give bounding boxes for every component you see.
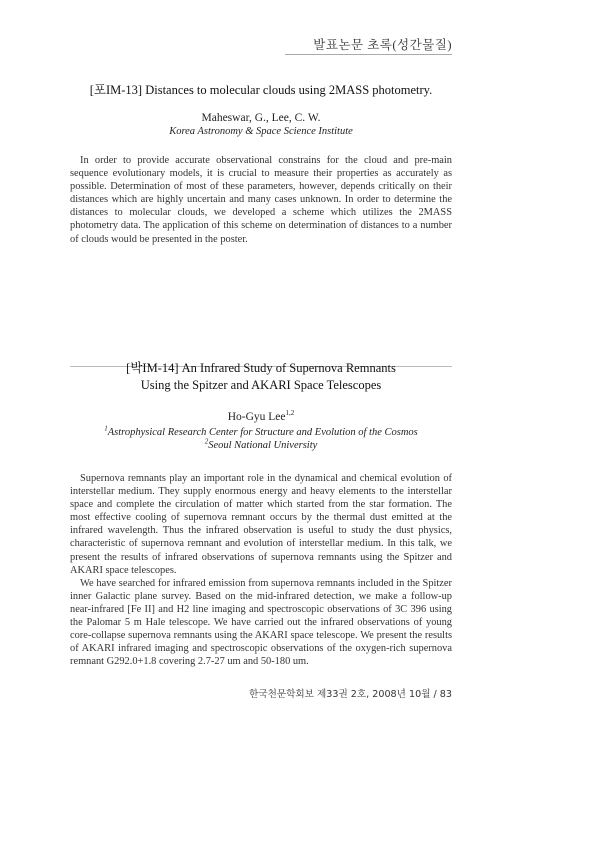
affiliation-2-superscript: 2 [204,437,209,446]
abstract-title [70,360,452,394]
header-rule [285,54,452,55]
abstract-paragraph-1: Supernova remnants play an important role in the dynamical and chemical evolution of interstellar medium. They supply enormous energy and heavy elements to the interstellar space and complete the circulation of matter which started from the star formation. The most effective cooling of supernova remnant occurs by the thermal dust emitted at the infrared wavelength. Thus the infrared observation is useful to study the dust physics, characteristic of supernova remnant and evolution of interstellar medium. In this talk, we present the results of infrared observations of supernova remnants using the Spitzer and AKARI space telescopes. [70,473,452,576]
abstract-im13 [70,82,452,246]
abstract-paragraph-2: We have searched for infrared emission from supernova remnants included in the Spitzer inner Galactic plane survey. Based on the mid-infrared detection, we make a follow-up near-infrared [Fe II] and H2 line imaging and spectroscopic observations of 3C 396 using the Palomar 5 m Hale telescope. We have carried out the infrared observations of young core-collapse supernova remnants using the AKARI space telescope. We present the results of AKARI infrared imaging and spectroscopic observations of the oxygen-rich supernova remnant G292.0+1.8 covering 2.7-27 um and 50-180 um. [70,577,452,668]
abstract-title-line-2: Using the Spitzer and AKARI Space Telescopes [140,378,382,392]
abstract-im14 [70,360,452,668]
affiliation-2-text: Seoul National University [208,440,318,451]
abstract-authors [70,410,452,424]
abstract-title-line-1: [박IM-14] An Infrared Study of Supernova Remnants [126,361,396,375]
author-name: Ho-Gyu Lee [227,411,286,423]
abstract-title: [포IM-13] Distances to molecular clouds using 2MASS photometry. [89,83,433,97]
affiliation-2 [70,439,452,452]
author-superscript: 1,2 [285,409,295,418]
page-footer-citation: 한국천문학회보 제33권 2호, 2008년 10월 / 83 [249,689,452,700]
affiliation-1-superscript: 1 [104,424,108,433]
affiliation-1 [70,426,452,439]
abstract-body [70,154,452,246]
abstract-affiliation: Korea Astronomy & Space Science Institute [169,126,353,137]
abstract-authors: Maheswar, G., Lee, C. W. [201,112,321,124]
affiliation-1-text: Astrophysical Research Center for Structure and Evolution of the Cosmos [107,427,418,438]
abstract-body [70,472,452,668]
running-title: 발표논문 초록(성간물질) [313,38,452,52]
abstract-paragraph: In order to provide accurate observational constrains for the cloud and pre-main sequence evolutionary models, it is crucial to measure their properties as accurately as possible. Determination of most of these parameters, however, depends critically on their distances which are highly uncertain and many cases unknown. In order to determine the distances to molecular clouds, we developed a scheme which utilizes the 2MASS photometry data. The application of this scheme on determination of distances to a number of clouds would be presented in the poster. [70,155,452,245]
